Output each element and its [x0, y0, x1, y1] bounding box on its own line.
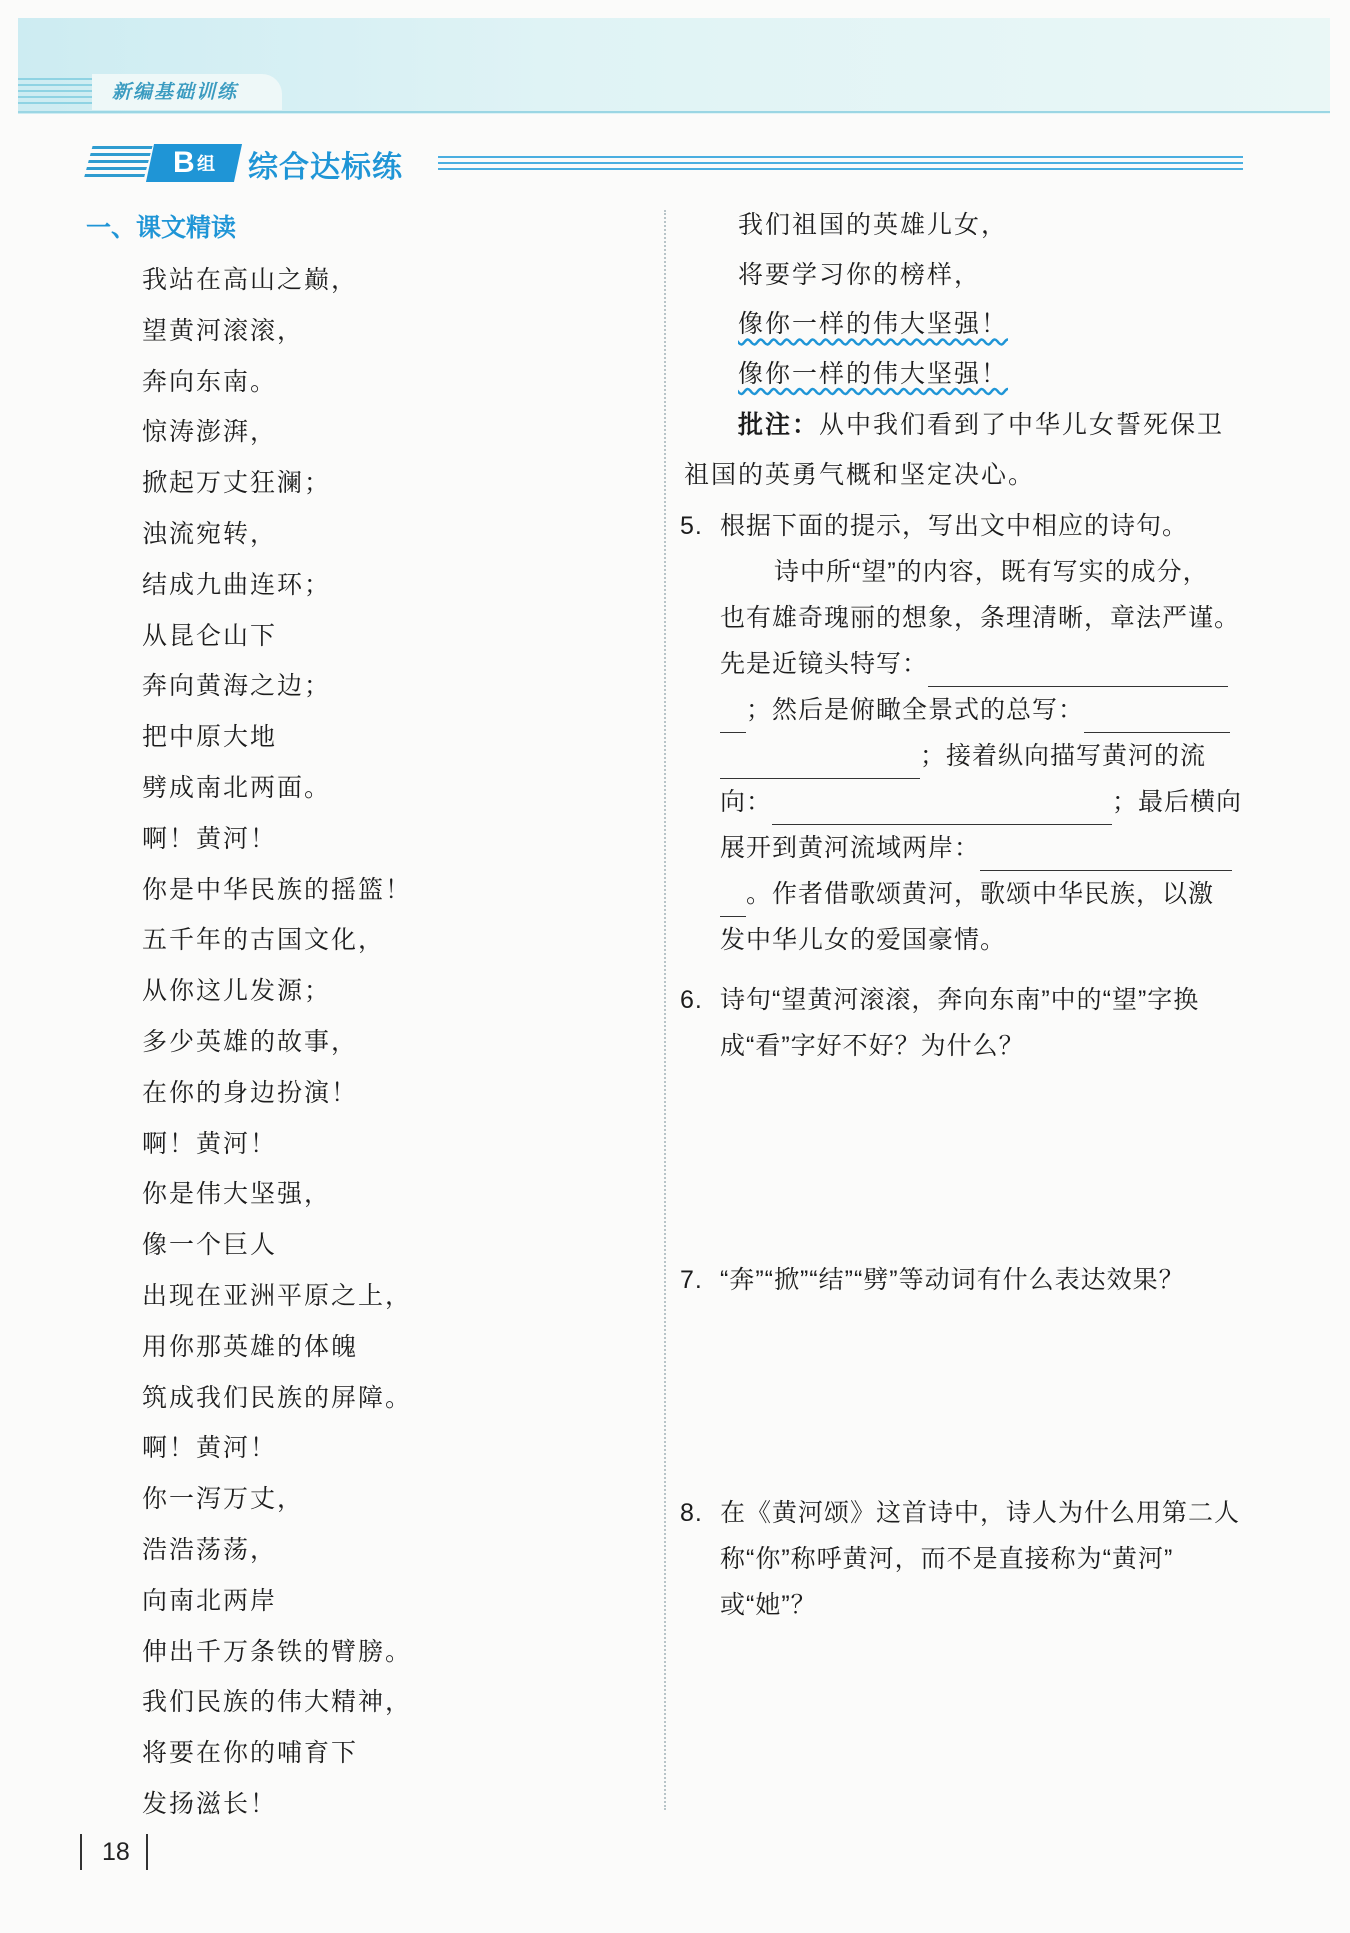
section-stripes-left [83, 146, 152, 180]
question-text: 成“看”字好不好？为什么？ [720, 1032, 1025, 1060]
poem-line: 将要在你的哺育下 [142, 1738, 359, 1768]
poem-left-column [142, 255, 642, 1830]
poem-line: 我们民族的伟大精神， [142, 1687, 413, 1717]
page-number-bar-left [80, 1834, 82, 1870]
section-title: 综合达标练 [248, 151, 403, 184]
question-text: 也有雄奇瑰丽的想象，条理清晰，章法严谨。 [720, 604, 1241, 632]
question-7 [680, 1257, 1250, 1303]
question-text: “奔”“掀”“结”“劈”等动词有什么表达效果？ [720, 1266, 1185, 1294]
annotation-text-1: 从中我们看到了中华儿女誓死保卫 [819, 410, 1225, 439]
poem-line: 奔向东南。 [142, 366, 278, 396]
poem-line [738, 349, 1258, 399]
question-5 [680, 503, 1250, 963]
question-text: 或“她”？ [720, 1591, 817, 1619]
poem-line: 五千年的古国文化， [142, 925, 386, 955]
question-number: 6. [680, 986, 703, 1014]
column-divider [664, 210, 666, 1810]
answer-blank[interactable] [772, 794, 1112, 825]
poem-line [738, 200, 1258, 250]
answer-blank[interactable] [928, 656, 1228, 687]
answer-blank[interactable] [720, 748, 920, 779]
answer-blank[interactable] [980, 840, 1232, 871]
question-text: 。作者借歌颂黄河，歌颂中华民族，以激 [746, 880, 1215, 908]
poem-line: 你是伟大坚强， [142, 1179, 332, 1209]
answer-blank[interactable] [1084, 702, 1230, 733]
page-number: 18 [102, 1838, 130, 1866]
poem-line: 啊！黄河！ [142, 1433, 278, 1463]
poem-line: 啊！黄河！ [142, 823, 278, 853]
poem-line: 像一个巨人 [142, 1230, 278, 1260]
question-6 [680, 977, 1250, 1069]
poem-right-column [738, 200, 1258, 398]
question-text: 诗中所“望”的内容，既有写实的成分， [774, 558, 1209, 586]
poem-line: 望黄河滚滚， [142, 315, 305, 345]
poem-line-text: 我们祖国的英雄儿女， [738, 210, 1009, 239]
poem-line-text: 将要学习你的榜样， [738, 259, 982, 289]
question-stem: 根据下面的提示，写出文中相应的诗句。 [720, 512, 1189, 540]
badge-group: 组 [196, 154, 215, 174]
section-stripes-right [438, 156, 1243, 174]
poem-line: 从你这儿发源； [142, 976, 332, 1006]
answer-blank[interactable] [720, 702, 746, 733]
poem-line-underlined: 像你一样的伟大坚强！ [738, 309, 1009, 338]
question-number: 7. [680, 1266, 703, 1294]
poem-line: 你一泻万丈， [142, 1484, 305, 1514]
poem-line: 从昆仑山下 [142, 620, 278, 650]
poem-line: 结成九曲连环； [142, 569, 332, 599]
question-8 [680, 1490, 1250, 1628]
poem-line: 啊！黄河！ [142, 1128, 278, 1158]
badge-letter: B [173, 146, 195, 179]
question-text: 先是近镜头特写： [720, 650, 929, 678]
question-text: 向： [720, 788, 773, 816]
poem-line: 掀起万丈狂澜； [142, 468, 332, 498]
poem-line: 劈成南北两面。 [142, 772, 332, 802]
question-text: ；最后横向 [1112, 788, 1243, 816]
header-rule [18, 111, 1330, 113]
poem-line: 你是中华民族的摇篮！ [142, 874, 413, 904]
poem-line: 伸出千万条铁的臂膀。 [142, 1636, 413, 1666]
question-number: 5. [680, 512, 703, 540]
poem-line: 把中原大地 [142, 722, 278, 752]
subsection-title: 一、课文精读 [86, 214, 237, 242]
poem-line [738, 299, 1258, 349]
question-number: 8. [680, 1499, 703, 1527]
poem-line [738, 250, 1258, 300]
annotation-label: 批注： [738, 411, 820, 439]
poem-line: 筑成我们民族的屏障。 [142, 1382, 413, 1412]
poem-line: 浩浩荡荡， [142, 1534, 278, 1564]
annotation-text-2: 祖国的英勇气概和坚定决心。 [684, 460, 1036, 489]
question-text: 展开到黄河流域两岸： [720, 834, 981, 862]
poem-line: 多少英雄的故事， [142, 1026, 359, 1056]
poem-line: 发扬滋长！ [142, 1788, 278, 1818]
poem-line: 奔向黄海之边； [142, 671, 332, 701]
poem-line-underlined: 像你一样的伟大坚强！ [738, 358, 1009, 388]
question-text: ；接着纵向描写黄河的流 [920, 742, 1207, 770]
poem-line: 用你那英雄的体魄 [142, 1331, 359, 1361]
page-number-bar-right [146, 1834, 148, 1870]
question-text: 诗句“望黄河滚滚，奔向东南”中的“望”字换 [720, 986, 1200, 1014]
poem-line: 在你的身边扮演！ [142, 1077, 359, 1107]
header-stripes [18, 78, 98, 108]
poem-line: 惊涛澎湃， [142, 417, 278, 447]
series-title: 新编基础训练 [92, 74, 282, 110]
section-badge [146, 144, 242, 182]
poem-line: 我站在高山之巅， [142, 265, 359, 294]
question-text: 发中华儿女的爱国豪情。 [720, 926, 1007, 954]
question-text: 称“你”称呼黄河，而不是直接称为“黄河” [720, 1545, 1174, 1573]
annotation [684, 400, 1244, 500]
question-text: 在《黄河颂》这首诗中，诗人为什么用第二人 [720, 1499, 1241, 1527]
poem-line: 向南北两岸 [142, 1585, 278, 1615]
poem-line: 浊流宛转， [142, 518, 278, 548]
answer-blank[interactable] [720, 886, 746, 917]
question-text: ；然后是俯瞰全景式的总写： [746, 696, 1085, 724]
poem-line: 出现在亚洲平原之上， [142, 1280, 413, 1310]
